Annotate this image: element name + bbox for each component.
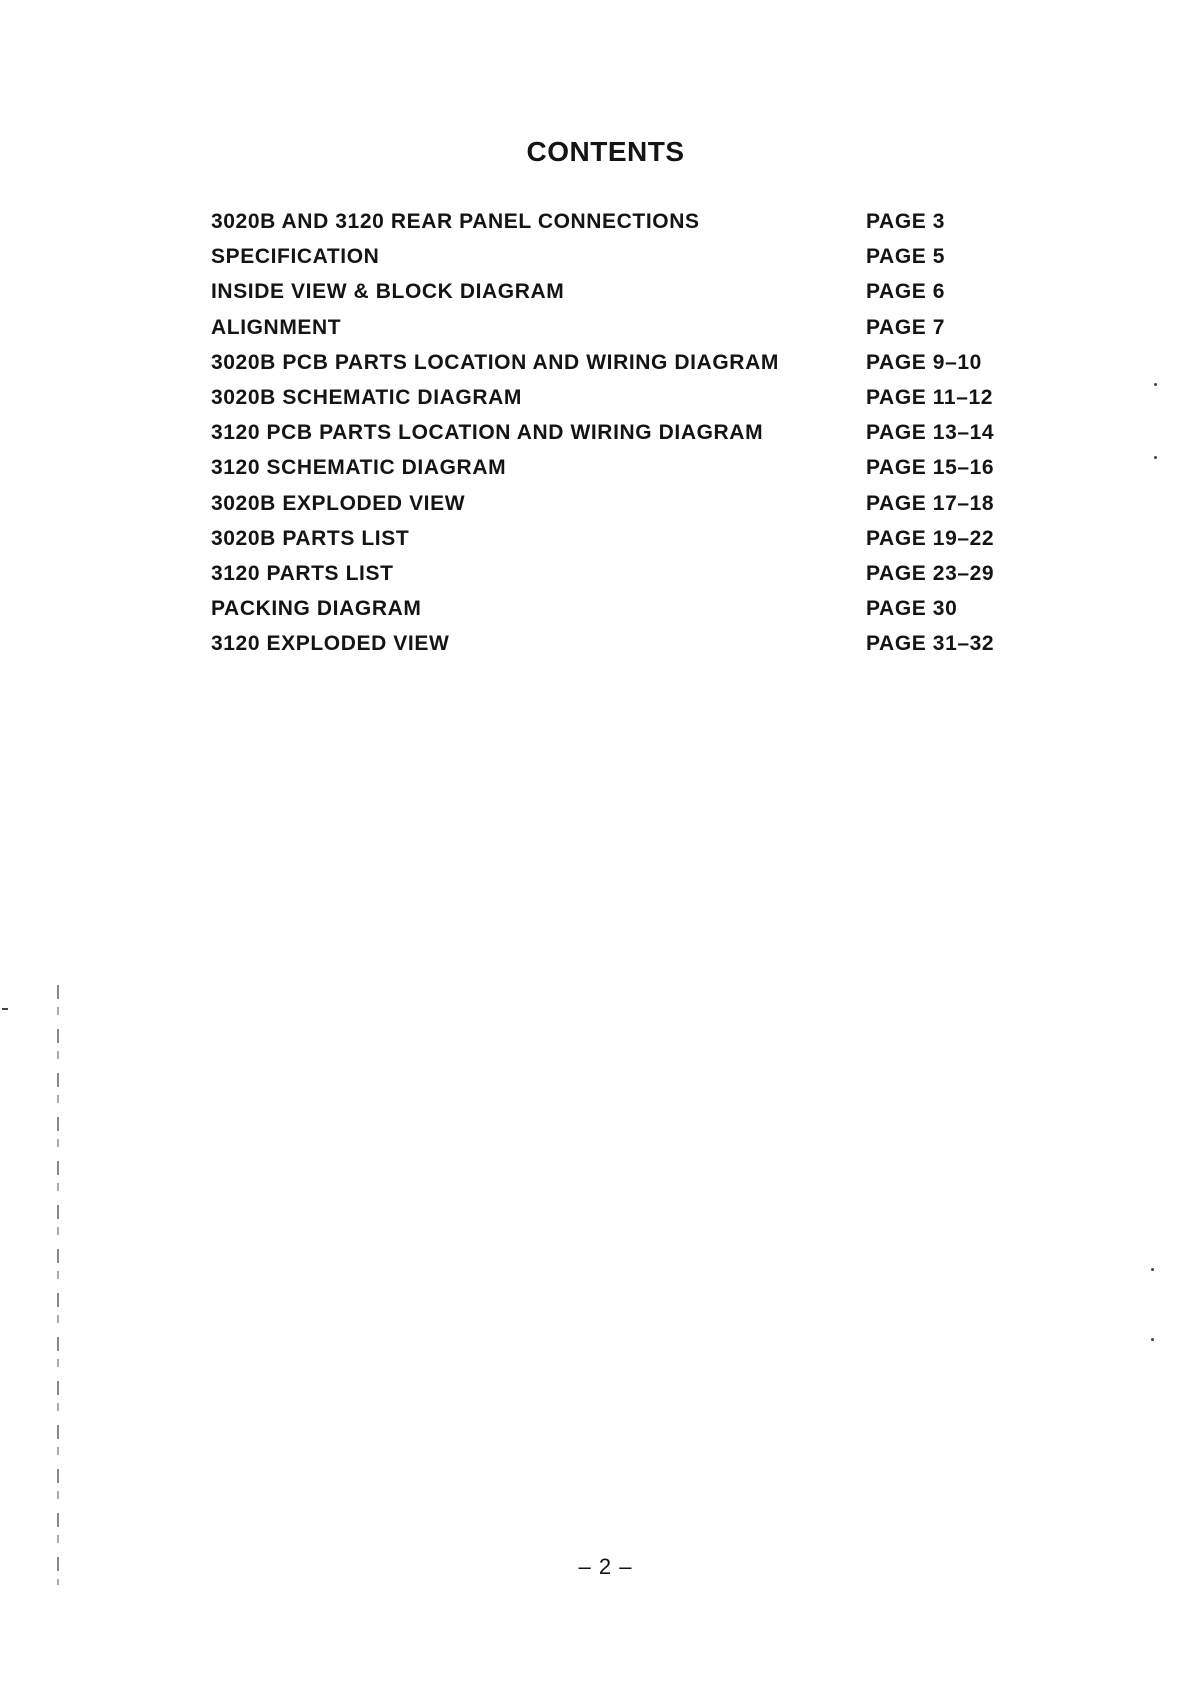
toc-entry-page: PAGE 13–14	[866, 421, 995, 445]
toc-entry-page: PAGE 9–10	[866, 350, 982, 374]
toc-entry-page: PAGE 11–12	[866, 385, 994, 409]
toc-entry-title: 3020B AND 3120 REAR PANEL CONNECTIONS	[211, 210, 700, 233]
toc-entry-title: 3120 PCB PARTS LOCATION AND WIRING DIAGRAM	[211, 421, 764, 445]
toc-entry	[211, 243, 1011, 278]
toc-entry	[211, 560, 1011, 595]
scan-speck	[2, 1008, 8, 1010]
toc-entry-title: 3020B PCB PARTS LOCATION AND WIRING DIAGRAM	[211, 350, 779, 374]
table-of-contents	[211, 208, 1011, 665]
page-number: – 2 –	[578, 1554, 633, 1579]
toc-entry-page: PAGE 17–18	[866, 491, 995, 515]
toc-entry	[211, 454, 1011, 489]
toc-entry-page: PAGE 23–29	[866, 561, 995, 585]
toc-entry-title: 3120 EXPLODED VIEW	[211, 632, 450, 656]
toc-entry-page: PAGE 15–16	[866, 456, 995, 480]
toc-entry-page: PAGE 30	[866, 597, 958, 621]
toc-entry-title: 3020B EXPLODED VIEW	[211, 491, 466, 515]
toc-entry-title: INSIDE VIEW & BLOCK DIAGRAM	[211, 280, 565, 304]
toc-entry	[211, 525, 1011, 560]
toc-entry-title: 3020B SCHEMATIC DIAGRAM	[211, 385, 522, 409]
toc-entry-title: 3120 PARTS LIST	[211, 561, 394, 585]
toc-entry	[211, 349, 1011, 384]
toc-entry	[211, 278, 1011, 313]
toc-entry-page: PAGE 3	[866, 210, 946, 233]
toc-entry-title: ALIGNMENT	[211, 315, 342, 339]
toc-entry-page: PAGE 5	[866, 245, 946, 269]
toc-entry-title: PACKING DIAGRAM	[211, 597, 422, 621]
toc-entry-page: PAGE 7	[866, 315, 946, 339]
toc-entry	[211, 595, 1011, 630]
toc-entry-title: 3120 SCHEMATIC DIAGRAM	[211, 456, 507, 480]
toc-entry	[211, 314, 1011, 349]
toc-entry-title: 3020B PARTS LIST	[211, 526, 410, 550]
toc-entry	[211, 490, 1011, 525]
toc-entry-page: PAGE 31–32	[866, 632, 995, 656]
toc-entry	[211, 630, 1011, 665]
scan-speck	[1154, 383, 1157, 386]
scan-speck	[1151, 1268, 1154, 1271]
toc-entry	[211, 384, 1011, 419]
toc-entry	[211, 419, 1011, 454]
contents-heading: CONTENTS	[526, 136, 685, 167]
binding-marks	[57, 985, 59, 1585]
scan-speck	[1154, 456, 1157, 459]
toc-entry-page: PAGE 6	[866, 280, 946, 304]
toc-entry	[211, 208, 1011, 243]
scan-speck	[1151, 1338, 1154, 1341]
toc-entry-title: SPECIFICATION	[211, 245, 380, 269]
toc-entry-page: PAGE 19–22	[866, 526, 995, 550]
